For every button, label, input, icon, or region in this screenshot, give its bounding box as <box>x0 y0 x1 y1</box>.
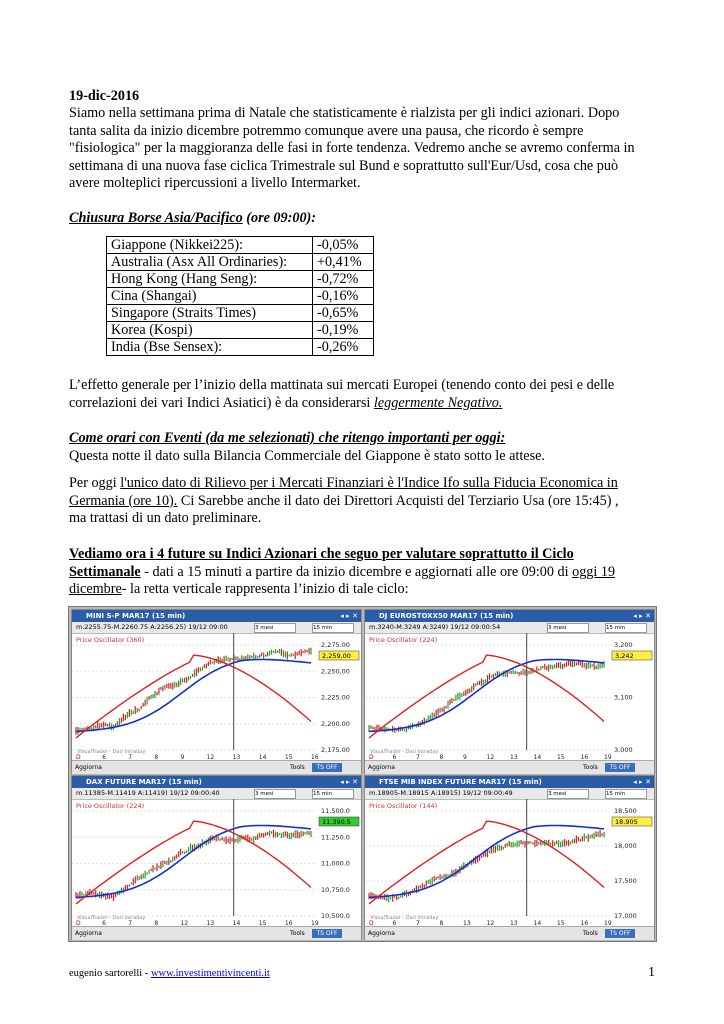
y-tick-label: 11,500.0 <box>321 807 350 815</box>
x-tick-label: 7 <box>128 754 133 760</box>
events-line <box>69 493 669 511</box>
tools-button[interactable]: Tools <box>290 930 305 937</box>
chart-title: FTSE MIB INDEX FUTURE MAR17 (15 min) ◂ ▸ ✕ <box>365 776 654 788</box>
x-tick-label: 15 <box>557 754 565 760</box>
timeframe-select[interactable]: 15 min <box>312 623 354 633</box>
x-tick-label: 7 <box>416 920 420 926</box>
table-row <box>107 339 374 356</box>
oscillator-line-blue <box>76 660 311 732</box>
ts-off-button[interactable]: TS OFF <box>312 929 342 938</box>
futures-charts-grid <box>68 606 657 942</box>
market-name: Singapore (Straits Times) <box>107 305 313 322</box>
last-price-label: 2,259.00 <box>322 652 351 660</box>
x-tick-label: 14 <box>533 920 542 926</box>
price-chart <box>72 799 361 926</box>
brand-label: VisualTrader - Dati Intraday <box>77 915 146 921</box>
y-tick-label: 11,250.0 <box>321 833 350 842</box>
market-name: Giappone (Nikkei225): <box>107 237 313 254</box>
table-row <box>107 322 374 339</box>
x-tick-label: 16 <box>580 920 589 926</box>
events-heading: Come orari con Eventi (da me selezionati) che ritengo importanti per oggi: <box>69 430 506 446</box>
x-tick-label: 19 <box>604 920 612 926</box>
brand-label: VisualTrader - Dati Intraday <box>370 915 439 921</box>
x-tick-label: 12 <box>206 754 215 760</box>
futures-intro <box>69 546 669 599</box>
x-tick-label: 16 <box>580 754 589 760</box>
price-chart <box>365 633 654 760</box>
effect-verdict: leggermente Negativo. <box>373 394 503 411</box>
chart-title: DAX FUTURE MAR17 (15 min) ◂ ▸ ✕ <box>72 776 361 788</box>
effect-text: correlazioni dei vari Indici Asiatici) è da considerarsi <box>69 394 374 411</box>
effect-line <box>69 395 669 413</box>
window-controls-icon[interactable]: ◂ ▸ ✕ <box>633 778 651 786</box>
x-tick-label: 19 <box>311 920 319 926</box>
period-select[interactable]: 3 mesi <box>547 789 589 799</box>
chart-quote: m.18905-M.18915 A:18915) 19/12 09:00:49 <box>369 789 513 797</box>
x-tick-label: 19 <box>604 754 612 760</box>
x-tick-label: 6 <box>392 920 397 926</box>
timeframe-select[interactable]: 15 min <box>605 789 647 799</box>
x-tick-label: 14 <box>258 754 267 760</box>
market-name: Korea (Kospi) <box>107 322 313 339</box>
x-tick-label: 14 <box>533 754 542 760</box>
period-select[interactable]: 3 mesi <box>254 789 296 799</box>
tools-button[interactable]: Tools <box>290 764 305 771</box>
period-select[interactable]: 3 mesi <box>254 623 296 633</box>
brand-label: VisualTrader - Dati Intraday <box>77 749 146 755</box>
y-tick-label: 17,000 <box>614 912 637 920</box>
x-tick-label: 9 <box>180 754 185 760</box>
timeframe-select[interactable]: 15 min <box>605 623 647 633</box>
x-tick-label: 13 <box>463 920 471 926</box>
intro-line: tanta salita da inizio dicembre potremmo comunque avere una pausa, che ricordo è sempre <box>69 122 584 139</box>
asia-heading-time: (ore 09:00): <box>242 210 316 226</box>
events-section <box>69 430 669 465</box>
y-tick-label: 3,000 <box>614 746 633 754</box>
x-tick-label: D <box>369 754 374 760</box>
period-select[interactable]: 3 mesi <box>547 623 589 633</box>
page-number: 1 <box>648 965 655 980</box>
events-text: Ci Sarebbe anche il dato dei Direttori Acquisti del Terziario Usa (ore 15:45) , <box>177 492 619 509</box>
x-tick-label: 6 <box>102 920 106 926</box>
chart-title: MINI S-P MAR17 (15 min) ◂ ▸ ✕ <box>72 610 361 622</box>
aggiorna-button[interactable]: Aggiorna <box>368 930 395 937</box>
chart-quote: m.3240-M.3249 A:3249) 19/12 09:00:54 <box>369 623 501 631</box>
last-price-label: 18,905 <box>615 818 638 826</box>
chart-quote: m.2255.75-M.2260.75 A:2256.25) 19/12 09:00 <box>76 623 228 631</box>
intro-line: settimana di una nuova fase ciclica Trimestrale sul Bund e soprattutto sull'Eur/Usd, cosa che può <box>69 157 619 174</box>
events-text: Per oggi <box>69 475 121 491</box>
y-tick-label: 10,500.0 <box>321 912 350 920</box>
window-controls-icon[interactable]: ◂ ▸ ✕ <box>340 778 358 786</box>
y-tick-label: 17,500 <box>614 877 637 885</box>
x-tick-label: D <box>76 754 81 760</box>
last-price-label: 11,390.5 <box>322 818 351 826</box>
x-tick-label: 7 <box>416 754 420 760</box>
oscillator-line-red <box>369 655 604 738</box>
y-tick-label: 2,175.00 <box>321 746 350 754</box>
chart-toolbar <box>365 926 654 940</box>
y-tick-label: 2,200.00 <box>321 719 350 728</box>
market-name: India (Bse Sensex): <box>107 339 313 356</box>
futures-date: dicembre <box>69 581 122 598</box>
chart-panel-sp500 <box>71 609 362 774</box>
market-change: -0,05% <box>313 237 374 254</box>
tools-button[interactable]: Tools <box>583 764 598 771</box>
chart-toolbar <box>365 760 654 774</box>
window-controls-icon[interactable]: ◂ ▸ ✕ <box>340 612 358 620</box>
oscillator-line-blue <box>369 660 604 732</box>
events-highlight: l'unico dato di Rilievo per i Mercati Finanziari è l'Indice Ifo sulla Fiducia Economica in <box>120 475 618 491</box>
table-row <box>107 254 374 271</box>
x-tick-label: 16 <box>284 920 293 926</box>
asia-markets-table <box>106 236 374 356</box>
tools-button[interactable]: Tools <box>583 930 598 937</box>
x-tick-label: 8 <box>154 754 159 760</box>
market-change: -0,16% <box>313 288 374 305</box>
x-tick-label: 8 <box>154 920 159 926</box>
x-tick-label: 9 <box>463 754 467 760</box>
table-row <box>107 288 374 305</box>
date-heading: 19-dic-2016 <box>69 88 140 104</box>
oscillator-label: Price Oscillator (144) <box>369 802 438 810</box>
aggiorna-button[interactable]: Aggiorna <box>368 764 395 771</box>
futures-text: - la retta verticale rappresenta l’inizio di tale ciclo: <box>121 581 409 598</box>
x-tick-label: 14 <box>232 920 241 926</box>
oscillator-label: Price Oscillator (224) <box>369 636 438 644</box>
y-tick-label: 2,275.00 <box>321 641 350 649</box>
futures-text: - dati a 15 minuti a partire da inizio dicembre e aggiornati alle ore 09:00 di <box>140 563 573 580</box>
last-price-label: 3,242 <box>615 652 634 660</box>
market-name: Australia (Asx All Ordinaries): <box>107 254 313 271</box>
ts-off-button[interactable]: TS OFF <box>605 929 635 938</box>
x-tick-label: 13 <box>510 754 518 760</box>
x-tick-label: 15 <box>284 754 293 760</box>
oscillator-line-blue <box>369 826 604 898</box>
timeframe-select[interactable]: 15 min <box>312 789 354 799</box>
market-change: -0,72% <box>313 271 374 288</box>
x-tick-label: 7 <box>128 920 133 926</box>
ts-off-button[interactable]: TS OFF <box>312 763 342 772</box>
x-tick-label: 13 <box>232 754 241 760</box>
x-tick-label: 13 <box>510 920 518 926</box>
market-name: Hong Kong (Hang Seng): <box>107 271 313 288</box>
x-tick-label: 16 <box>311 754 319 760</box>
x-tick-label: 13 <box>206 920 215 926</box>
y-tick-label: 3,200 <box>614 641 633 649</box>
futures-line <box>69 581 669 599</box>
aggiorna-button[interactable]: Aggiorna <box>75 764 102 771</box>
chart-panel-dax <box>71 775 362 940</box>
market-change: -0,65% <box>313 305 374 322</box>
effect-paragraph <box>69 377 669 412</box>
asia-heading <box>69 210 669 228</box>
y-tick-label: 2,225.00 <box>321 693 350 702</box>
futures-heading-word: Settimanale <box>69 563 141 580</box>
x-tick-label: 15 <box>258 920 267 926</box>
chart-toolbar <box>72 760 361 774</box>
intro-paragraph <box>69 105 669 193</box>
x-tick-label: 12 <box>486 920 495 926</box>
intro-line: "fisiologica" per la maggioranza delle fasi in forte tendenza. Vedremo anche se avremo conferma in <box>69 140 635 157</box>
x-tick-label: 6 <box>392 754 397 760</box>
x-tick-label: 6 <box>102 754 106 760</box>
chart-title: DJ EUROSTOXX50 MAR17 (15 min) ◂ ▸ ✕ <box>365 610 654 622</box>
intro-line: Siamo nella settimana prima di Natale che statisticamente è rialzista per gli indici azionari. Dopo <box>69 105 620 121</box>
y-tick-label: 18,000 <box>614 842 637 850</box>
events-line: ma trattasi di un dato preliminare. <box>69 510 262 527</box>
aggiorna-button[interactable]: Aggiorna <box>75 930 102 937</box>
price-chart <box>72 633 361 760</box>
events-paragraph <box>69 475 669 528</box>
footer-link[interactable]: www.investimentivincenti.it <box>150 968 270 979</box>
x-tick-label: 12 <box>180 920 189 926</box>
market-change: -0,26% <box>313 339 374 356</box>
oscillator-label: Price Oscillator (360) <box>76 636 145 644</box>
y-tick-label: 2,250.00 <box>321 667 350 676</box>
chart-toolbar <box>72 926 361 940</box>
events-highlight: Germania (ore 10). <box>69 492 178 509</box>
events-line <box>69 475 669 493</box>
chart-panel-ftsemib <box>364 775 655 940</box>
x-tick-label: 12 <box>486 754 495 760</box>
ts-off-button[interactable]: TS OFF <box>605 763 635 772</box>
y-tick-label: 18,500 <box>614 807 637 815</box>
x-tick-label: 15 <box>557 920 565 926</box>
table-row <box>107 271 374 288</box>
page-footer <box>69 968 270 979</box>
x-tick-label: 8 <box>439 754 444 760</box>
futures-date: oggi 19 <box>572 563 616 580</box>
market-name: Cina (Shangai) <box>107 288 313 305</box>
x-tick-label: D <box>369 920 374 926</box>
y-tick-label: 3,100 <box>614 693 633 702</box>
table-row <box>107 305 374 322</box>
table-row <box>107 237 374 254</box>
oscillator-label: Price Oscillator (224) <box>76 802 145 810</box>
x-tick-label: 8 <box>439 920 444 926</box>
chart-panel-eurostoxx <box>364 609 655 774</box>
footer-author: eugenio sartorelli - <box>69 968 151 979</box>
futures-heading: Vediamo ora i 4 future su Indici Azionari che seguo per valutare soprattutto il Ciclo <box>69 546 574 562</box>
asia-heading-title: Chiusura Borse Asia/Pacifico <box>69 210 243 226</box>
y-tick-label: 10,750.0 <box>321 885 350 894</box>
y-tick-label: 11,000.0 <box>321 859 350 868</box>
market-change: +0,41% <box>313 254 374 271</box>
futures-line <box>69 564 669 582</box>
chart-quote: m.11385-M.11419 A:11419) 19/12 09:00:40 <box>76 789 220 797</box>
x-tick-label: D <box>76 920 81 926</box>
events-line: Questa notte il dato sulla Bilancia Commerciale del Giappone è stato sotto le attese. <box>69 447 545 464</box>
intro-line: avere molteplici ripercussioni a livello Intermarket. <box>69 175 361 192</box>
price-chart <box>365 799 654 926</box>
effect-line: L’effetto generale per l’inizio della mattinata sui mercati Europei (tenendo conto dei pesi e delle <box>69 377 615 393</box>
brand-label: VisualTrader - Dati Intraday <box>370 749 439 755</box>
market-change: -0,19% <box>313 322 374 339</box>
window-controls-icon[interactable]: ◂ ▸ ✕ <box>633 612 651 620</box>
